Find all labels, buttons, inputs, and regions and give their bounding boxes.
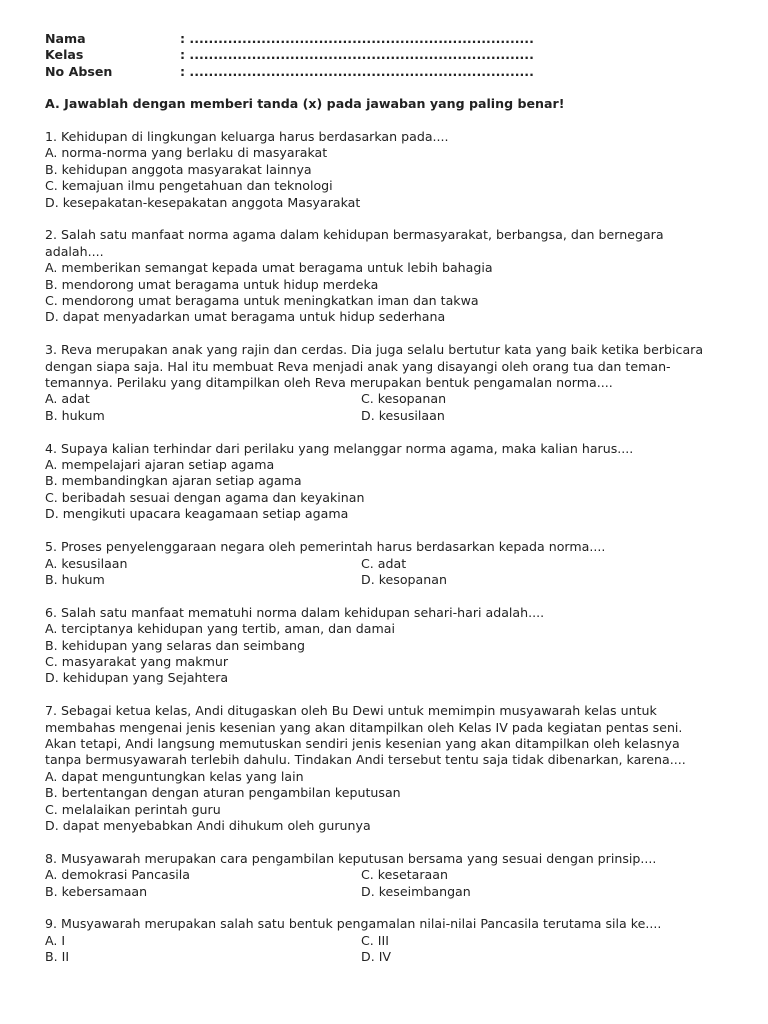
name-field-row — [45, 31, 534, 47]
answer-option[interactable]: B. kehidupan anggota masyarakat lainnya — [45, 161, 312, 177]
question-text: 5. Proses penyelenggaraan negara oleh pemerintah harus berdasarkan kepada norma.... — [45, 539, 606, 555]
answer-option[interactable]: D. mengikuti upacara keagamaan setiap agama — [45, 506, 349, 522]
answer-option[interactable]: D. kesopanan — [361, 571, 447, 587]
answer-option[interactable]: D. IV — [361, 949, 392, 965]
question-1 — [45, 129, 745, 211]
answer-option[interactable]: C. III — [361, 932, 389, 948]
class-blank[interactable]: : ........................................................................ — [180, 47, 534, 63]
answer-option[interactable]: D. kesusilaan — [361, 407, 445, 423]
answer-option[interactable]: A. kesusilaan — [45, 555, 128, 571]
question-6 — [45, 605, 745, 687]
absen-blank[interactable]: : ........................................................................ — [180, 63, 534, 79]
answer-option[interactable]: A. memberikan semangat kepada umat beragama untuk lebih bahagia — [45, 260, 493, 276]
question-4 — [45, 441, 745, 523]
answer-options-grid — [45, 933, 745, 966]
answer-option[interactable]: B. hukum — [45, 571, 105, 587]
answer-option[interactable]: D. dapat menyadarkan umat beragama untuk hidup sederhana — [45, 309, 446, 325]
answer-option[interactable]: C. kemajuan ilmu pengetahuan dan teknologi — [45, 178, 333, 194]
question-8 — [45, 851, 745, 900]
answer-option[interactable]: D. keseimbangan — [361, 883, 471, 899]
answer-option[interactable]: C. kesetaraan — [361, 867, 448, 883]
class-field-row — [45, 47, 534, 63]
answer-option[interactable]: B. bertentangan dengan aturan pengambilan keputusan — [45, 785, 401, 801]
question-9 — [45, 916, 745, 965]
answer-option[interactable]: A. demokrasi Pancasila — [45, 867, 191, 883]
answer-option[interactable]: A. mempelajari ajaran setiap agama — [45, 457, 275, 473]
question-3 — [45, 342, 745, 424]
question-7 — [45, 703, 745, 834]
answer-option[interactable]: C. masyarakat yang makmur — [45, 653, 228, 669]
answer-options-grid — [45, 391, 745, 424]
name-label: Nama — [45, 31, 86, 46]
absen-field-row — [45, 64, 534, 80]
question-text: 1. Kehidupan di lingkungan keluarga harus berdasarkan pada.... — [45, 129, 449, 144]
answer-option[interactable]: A. I — [45, 932, 66, 948]
answer-option[interactable]: A. terciptanya kehidupan yang tertib, aman, dan damai — [45, 621, 395, 637]
absen-label: No Absen — [45, 63, 113, 79]
answer-option[interactable]: D. dapat menyebabkan Andi dihukum oleh gurunya — [45, 817, 371, 833]
question-list — [45, 129, 745, 982]
answer-options-grid — [45, 556, 745, 589]
answer-option[interactable]: C. adat — [361, 555, 407, 571]
answer-options-grid — [45, 867, 745, 900]
answer-option[interactable]: A. adat — [45, 391, 90, 407]
question-text: 8. Musyawarah merupakan cara pengambilan keputusan bersama yang sesuai dengan prinsip.... — [45, 850, 657, 866]
question-text: 9. Musyawarah merupakan salah satu bentuk pengamalan nilai-nilai Pancasila terutama sila ke.... — [45, 916, 662, 932]
answer-option[interactable]: C. mendorong umat beragama untuk meningkatkan iman dan takwa — [45, 293, 479, 309]
answer-option[interactable]: A. dapat menguntungkan kelas yang lain — [45, 768, 304, 784]
question-text: 2. Salah satu manfaat norma agama dalam kehidupan bermasyarakat, berbangsa, dan bernegara adalah.... — [45, 227, 664, 259]
section-instruction: A. Jawablah dengan memberi tanda (x) pada jawaban yang paling benar! — [45, 96, 565, 111]
question-text: 4. Supaya kalian terhindar dari perilaku yang melanggar norma agama, maka kalian harus.... — [45, 440, 634, 456]
answer-option[interactable]: C. kesopanan — [361, 391, 447, 407]
class-label: Kelas — [45, 47, 84, 63]
question-text: 6. Salah satu manfaat mematuhi norma dalam kehidupan sehari-hari adalah.... — [45, 604, 545, 620]
answer-option[interactable]: B. kehidupan yang selaras dan seimbang — [45, 637, 305, 653]
question-5 — [45, 539, 745, 588]
question-text: 3. Reva merupakan anak yang rajin dan cerdas. Dia juga selalu bertutur kata yang baik ketika berbicara dengan siapa saja. Hal itu membuat Reva menjadi anak yang disayangi oleh orang tua dan teman- temannya. Perilaku yang ditampilkan oleh Reva merupakan bentuk pengamalan norma.... — [45, 342, 704, 391]
answer-option[interactable]: C. melalaikan perintah guru — [45, 801, 221, 817]
question-2 — [45, 227, 745, 325]
answer-option[interactable]: C. beribadah sesuai dengan agama dan keyakinan — [45, 489, 365, 505]
answer-option[interactable]: A. norma-norma yang berlaku di masyarakat — [45, 145, 328, 161]
question-text: 7. Sebagai ketua kelas, Andi ditugaskan oleh Bu Dewi untuk memimpin musyawarah kelas untuk membahas mengenai jenis kesenian yang akan ditampilkan oleh Kelas IV pada kegiatan pentas seni. Akan tetapi, Andi langsung memutuskan sendiri jenis kesenian yang akan ditampilkan oleh kelasnya tanpa bermusyawarah terlebih dahulu. Tindakan Andi tersebut tentu saja tidak dibenarkan, karena.... — [45, 703, 686, 768]
answer-option[interactable]: B. mendorong umat beragama untuk hidup merdeka — [45, 276, 379, 292]
student-info-header — [45, 31, 534, 80]
answer-option[interactable]: B. membandingkan ajaran setiap agama — [45, 473, 302, 489]
answer-option[interactable]: D. kehidupan yang Sejahtera — [45, 670, 229, 686]
answer-option[interactable]: B. kebersamaan — [45, 883, 148, 899]
answer-option[interactable]: B. II — [45, 949, 70, 965]
name-blank[interactable]: : ........................................................................ — [180, 31, 534, 46]
answer-option[interactable]: D. kesepakatan-kesepakatan anggota Masyarakat — [45, 194, 361, 210]
answer-option[interactable]: B. hukum — [45, 407, 105, 423]
